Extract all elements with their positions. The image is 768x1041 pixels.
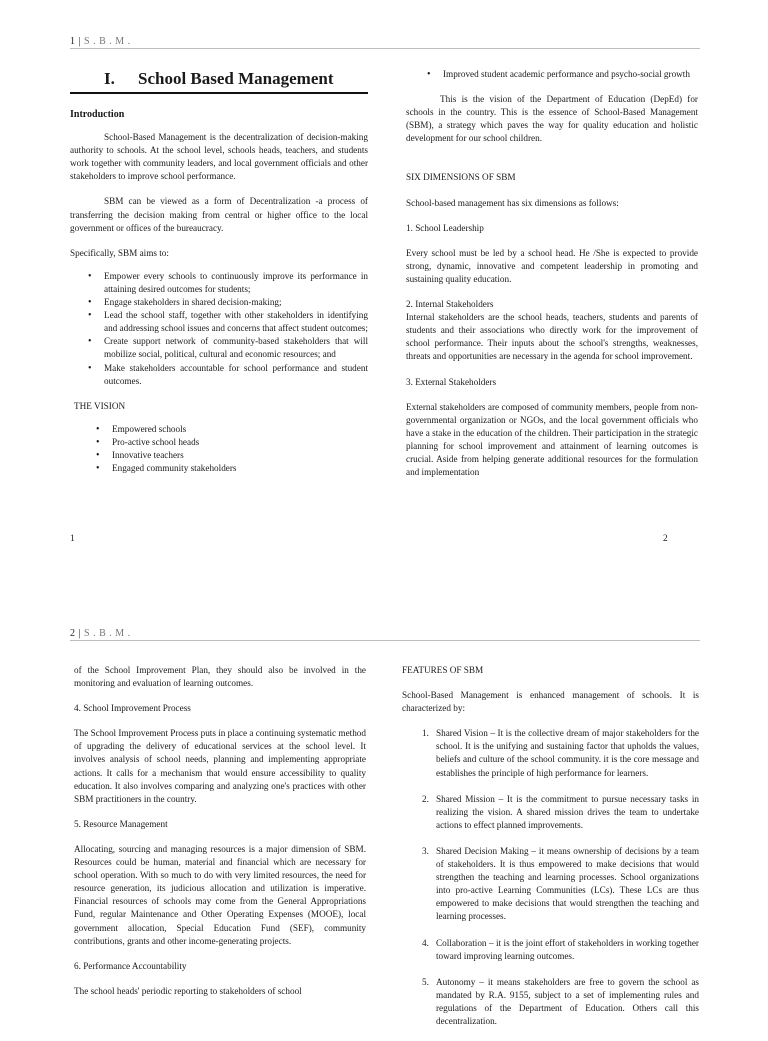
- page-header: [70, 628, 131, 639]
- list-item: • Improved student academic performance and psycho-social growth: [443, 68, 698, 81]
- aims-intro: Specifically, SBM aims to:: [70, 247, 169, 258]
- section-title: [70, 68, 368, 90]
- list-item: • Pro-active school heads: [112, 436, 368, 449]
- list-item: • Empower every schools to continuously improve its performance in attaining desired outcomes for students;: [104, 270, 368, 296]
- left-column: [74, 664, 366, 998]
- list-text: Autonomy – it means stakeholders are free to govern the school as mandated by R.A. 9155, subject to a set of implementing rules and regulations of the Department of Education. Others call this decentralization.: [436, 976, 699, 1026]
- list-text: Collaboration – it is the joint effort of stakeholders in working together toward improving learning outcomes.: [436, 937, 699, 961]
- dimension-3-title: 3. External Stakeholders: [406, 376, 497, 387]
- footer-page-right: 2: [663, 534, 668, 544]
- list-number: 1.: [422, 728, 429, 739]
- header-rule: [70, 48, 700, 49]
- right-column: [406, 68, 698, 479]
- list-item: • Engage stakeholders in shared decision-making;: [104, 296, 368, 309]
- dimension-2-text: Internal stakeholders are the school heads, teachers, students and parents of students and their associations who directly work for the improvement of school performance. Their inputs about the school's strengths, weaknesses, threats and opportunities are necessary in the agenda for school improvement.: [406, 312, 698, 362]
- features-heading: FEATURES OF SBM: [402, 665, 484, 675]
- six-dimensions-heading: SIX DIMENSIONS OF SBM: [406, 172, 516, 183]
- list-number: 3.: [422, 845, 429, 856]
- list-item: [422, 793, 699, 832]
- page-2: [0, 590, 768, 1024]
- dimension-4-title: 4. School Improvement Process: [74, 703, 191, 714]
- list-text: Shared Decision Making – it means ownership of decisions by a team of stakeholders. It is thus empowered to make decisions that would strengthen the teaching and learning processes. School organizations into pro-active Learning Communities (LCs). These LCs are thus empowered to make decisions that would strengthen the teaching and learning processes.: [436, 845, 699, 922]
- list-item: • Make stakeholders accountable for school performance and student outcomes.: [104, 362, 368, 388]
- list-item: [422, 976, 699, 1028]
- header-separator: |: [75, 628, 85, 639]
- aims-list: [70, 270, 368, 388]
- footer-page-left: 1: [70, 534, 75, 544]
- dimension-6-title: 6. Performance Accountability: [74, 960, 187, 971]
- list-number: 5.: [422, 976, 429, 987]
- list-item: [422, 845, 699, 924]
- list-item: [422, 937, 699, 963]
- six-dimensions-intro: School-based management has six dimensions as follows:: [406, 197, 619, 208]
- vision-heading: THE VISION: [74, 400, 126, 411]
- title-block: [70, 68, 368, 94]
- list-item: [422, 727, 699, 779]
- dimension-1-title: 1. School Leadership: [406, 222, 484, 233]
- intro-heading: Introduction: [70, 109, 125, 120]
- section-number: I.: [104, 69, 115, 88]
- features-intro: School-Based Management is enhanced management of schools. It is characterized by:: [402, 690, 699, 714]
- continued-text: of the School Improvement Plan, they should also be involved in the monitoring and evaluation of learning outcomes.: [74, 665, 366, 689]
- header-page-number: 2: [70, 628, 76, 639]
- dimension-3-text: External stakeholders are composed of community members, people from non-governmental organization or NGOs, and the local government officials who have a stake in the education of the children. Their participation in the strategic planning for school improvement and attainment of learning outcomes is crucial. Aside from helping generate additional resources for the formulation and implementation: [406, 401, 698, 478]
- list-number: 4.: [422, 937, 429, 948]
- dimension-5-text: Allocating, sourcing and managing resources is a major dimension of SBM. Resources could be human, material and financial which are necessary for school operation. With so much to do with very limited resources, the need for resource generation, its judicious allocation and utilization is imperative. Financial resources of schools may come from the General Appropriations Fund, regular Maintenance and Other Operating Expenses (MOOE), local government allocation, Special Education Fund (SEF), community contributions, grants and other income-generating projects.: [74, 843, 366, 946]
- header-text: S . B . M .: [84, 628, 131, 639]
- left-column: [70, 68, 368, 475]
- dimension-6-text: The school heads' periodic reporting to stakeholders of school: [74, 985, 302, 996]
- header-separator: |: [75, 36, 85, 47]
- header-page-number: 1: [70, 36, 76, 47]
- list-item: • Lead the school staff, together with other stakeholders in identifying and addressing school issues and concerns that affect student outcomes;: [104, 309, 368, 335]
- list-number: 2.: [422, 793, 429, 804]
- decentralization-paragraph: SBM can be viewed as a form of Decentralization -a process of transferring the decision making from central or higher office to the local government or offices of the bureaucracy.: [70, 196, 368, 233]
- right-column: [402, 664, 699, 1041]
- vision-bullet-list: [406, 68, 698, 81]
- page-header: [70, 36, 131, 47]
- dimension-5-title: 5. Resource Management: [74, 818, 168, 829]
- section-title-text: School Based Management: [138, 69, 334, 88]
- dimension-1-text: Every school must be led by a school head. He /She is expected to provide strong, dynamic, innovative and competent leadership in promoting and sustaining quality education.: [406, 247, 698, 284]
- list-text: Shared Vision – It is the collective dream of major stakeholders for the school. It is the unifying and sustaining factor that upholds the values, beliefs and culture of the school community. it is the core message and establishes the principle of high performance for learners.: [436, 728, 699, 778]
- header-rule: [70, 640, 700, 641]
- list-text: Shared Mission – It is the commitment to pursue necessary tasks in realizing the vision. A shared mission drives the team to undertake actions to effect planned improvements.: [436, 793, 699, 830]
- vision-paragraph: This is the vision of the Department of Education (DepEd) for schools in the country. This is the essence of School-Based Management (SBM), a strategy which paves the way for quality education and holistic development for our school children.: [406, 94, 698, 144]
- features-list: [402, 727, 699, 1028]
- header-text: S . B . M .: [84, 36, 131, 47]
- list-item: • Engaged community stakeholders: [112, 462, 368, 475]
- dimension-2-title: 2. Internal Stakeholders: [406, 299, 494, 310]
- vision-list: [70, 423, 368, 475]
- list-item: • Innovative teachers: [112, 449, 368, 462]
- intro-paragraph: School-Based Management is the decentralization of decision-making authority to schools. At the school level, schools heads, teachers, and students work together with community leaders, and local government officials and other stakeholders to improve school performance.: [70, 132, 368, 182]
- list-item: • Empowered schools: [112, 423, 368, 436]
- dimension-4-text: The School Improvement Process puts in place a continuing systematic method of upgrading the delivery of educational services at the school level. It involves analysis of school needs, planning and implementing appropriate actions. It calls for a mechanism that would ensure accessibility to quality education. It also involves comparing and analyzing one's practices with other SBM practitioners in the country.: [74, 728, 366, 804]
- list-item: • Create support network of community-based stakeholders that will mobilize social, political, cultural and economic resources; and: [104, 335, 368, 361]
